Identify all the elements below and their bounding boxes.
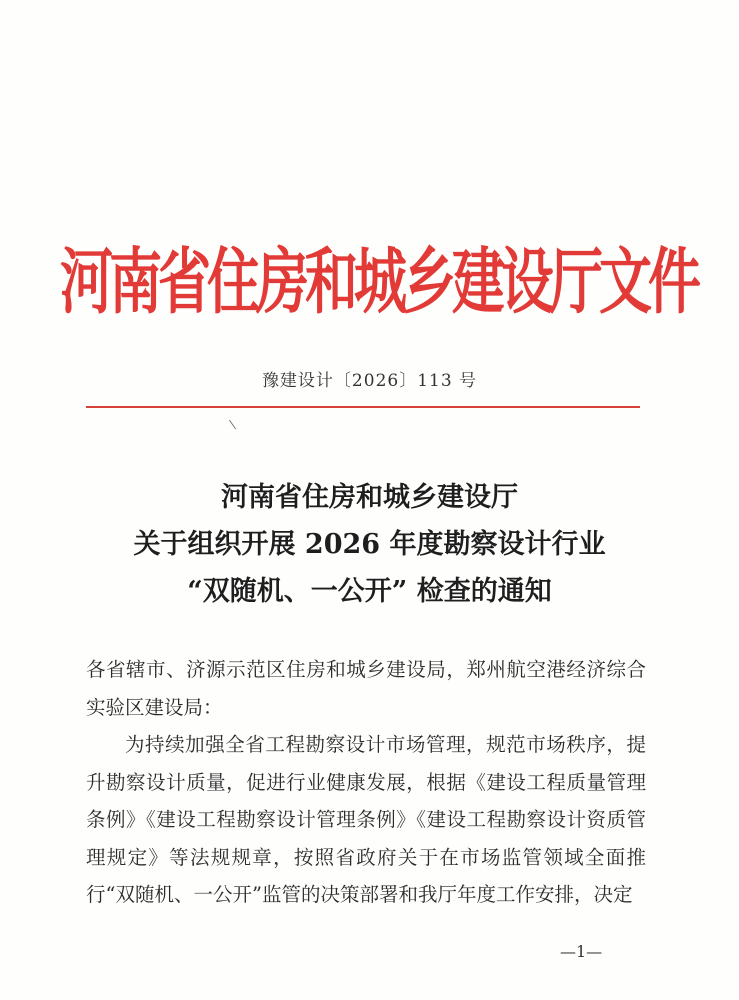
title-line-3: “双随机、一公开” 检查的通知	[187, 576, 552, 607]
body-paragraph: 为持续加强全省工程勘察设计市场管理，规范市场秩序，提升勘察设计质量，促进行业健康发展，根据《建设工程质量管理条例》《建设工程勘察设计管理条例》《建设工程勘察设计资质管理规定》等法规规章，按照省政府关于在市场监管领域全面推行“双随机、一公开”监管的决策部署和我厅年度工作安排，决定	[86, 733, 646, 906]
document-masthead: 河南省住房和城乡建设厅文件	[60, 240, 697, 324]
notice-title	[0, 474, 739, 615]
title-line-2: 关于组织开展 2026 年度勘察设计行业	[133, 529, 606, 560]
title-line-1: 河南省住房和城乡建设厅	[221, 482, 518, 513]
stray-mark	[229, 420, 236, 430]
red-separator-line	[86, 406, 640, 408]
page-number: —1—	[560, 942, 603, 961]
addressee-paragraph: 各省辖市、济源示范区住房和城乡建设局，郑州航空港经济综合实验区建设局：	[86, 658, 646, 719]
document-number: 豫建设计〔2026〕113 号	[261, 371, 478, 391]
notice-body	[86, 651, 646, 914]
